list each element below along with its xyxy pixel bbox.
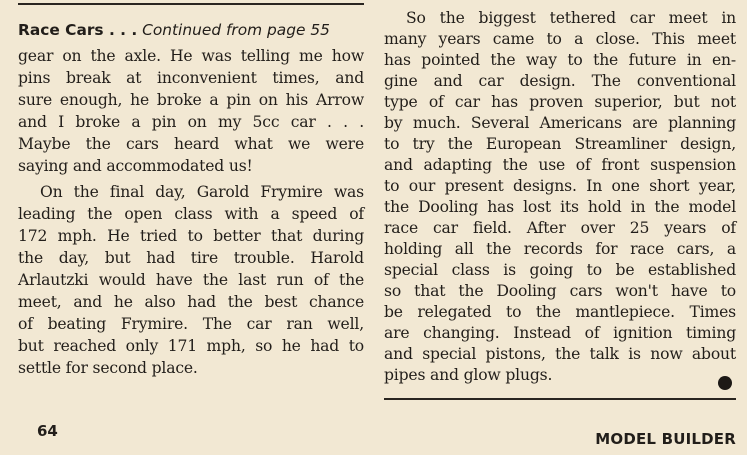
body-line: meet, and he also had the best chance: [18, 293, 364, 311]
body-line: but reached only 171 mph, so he had to: [18, 337, 364, 355]
body-line: leading the open class with a speed of: [18, 205, 364, 223]
body-line: So the biggest tethered car meet in: [406, 9, 736, 27]
heading-title: Race Cars . . .: [18, 21, 138, 39]
body-line: be relegated to the mantlepiece. Times: [384, 303, 736, 321]
body-line: Arlautzki would have the last run of the: [18, 271, 364, 289]
body-line: gine and car design. The conventional: [384, 72, 736, 90]
body-line: and adapting the use of front suspension: [384, 156, 736, 174]
continuation-heading: [18, 20, 364, 40]
body-line: are changing. Instead of ignition timing: [384, 324, 736, 342]
top-rule: [18, 3, 364, 5]
body-line: race car field. After over 25 years of: [384, 219, 736, 237]
body-line: so that the Dooling cars won't have to: [384, 282, 736, 300]
body-line: of beating Frymire. The car ran well,: [18, 315, 364, 333]
magazine-title: MODEL BUILDER: [595, 430, 736, 448]
body-line: gear on the axle. He was telling me how: [18, 47, 364, 65]
body-line: holding all the records for race cars, a: [384, 240, 736, 258]
page-number: 64: [37, 422, 58, 440]
bottom-rule: [384, 398, 736, 400]
body-line: settle for second place.: [18, 359, 198, 377]
body-line: and special pistons, the talk is now about: [384, 345, 736, 363]
body-line: 172 mph. He tried to better that during: [18, 227, 364, 245]
body-line: pipes and glow plugs.: [384, 366, 553, 384]
body-line: the day, but had tire trouble. Harold: [18, 249, 364, 267]
body-line: has pointed the way to the future in en-: [384, 51, 736, 69]
body-line: pins break at inconvenient times, and: [18, 69, 364, 87]
body-line: to our present designs. In one short year,: [384, 177, 736, 195]
body-line: On the final day, Garold Frymire was: [40, 183, 364, 201]
body-line: saying and accommodated us!: [18, 157, 253, 175]
body-line: sure enough, he broke a pin on his Arrow: [18, 91, 364, 109]
body-line: to try the European Streamliner design,: [384, 135, 736, 153]
body-line: many years came to a close. This meet: [384, 30, 736, 48]
body-line: Maybe the cars heard what we were: [18, 135, 364, 153]
body-line: the Dooling has lost its hold in the model: [384, 198, 736, 216]
body-line: type of car has proven superior, but not: [384, 93, 736, 111]
body-line: and I broke a pin on my 5cc car . . .: [18, 113, 364, 131]
body-line: by much. Several Americans are planning: [384, 114, 736, 132]
heading-continued: Continued from page 55: [142, 21, 330, 39]
body-line: special class is going to be established: [384, 261, 736, 279]
end-of-article-bullet-icon: [718, 376, 732, 390]
